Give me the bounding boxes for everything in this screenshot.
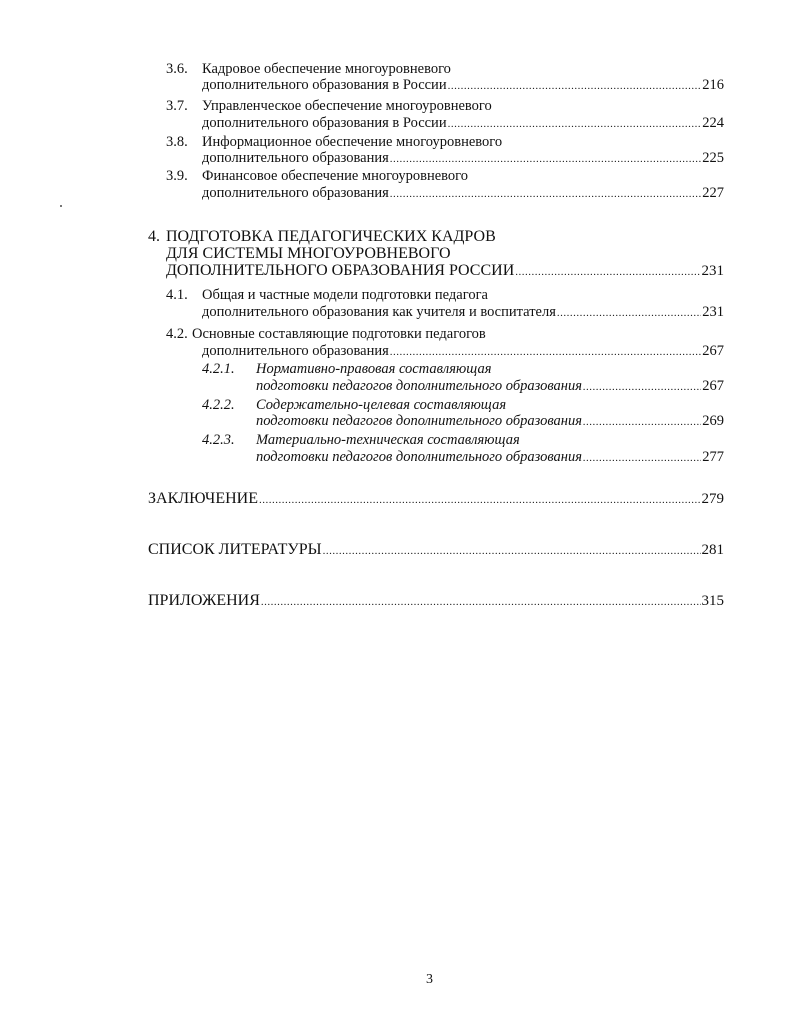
toc-entry-number: 3.7.: [166, 98, 188, 114]
toc-entry-title-cont: подготовки педагогов дополнительного образования: [256, 413, 582, 429]
leader-dots: [259, 491, 701, 509]
toc-chapter-4-line2: [166, 245, 451, 263]
toc-entry-title: Нормативно-правовая составляющая: [256, 361, 492, 377]
toc-page-number: 231: [701, 263, 724, 279]
toc-entry-4-2-1-line2: [256, 377, 724, 395]
toc-chapter-title: ПОДГОТОВКА ПЕДАГОГИЧЕСКИХ КАДРОВ: [166, 228, 496, 245]
toc-entry-4-1-line2: [202, 303, 724, 321]
toc-entry-3-7-line1: [166, 97, 492, 115]
toc-page-number: 216: [702, 77, 724, 93]
toc-entry-4-2-3-line2: [256, 448, 724, 466]
toc-entry-3-9-line1: [166, 167, 468, 185]
toc-entry-title: Основные составляющие подготовки педагогов: [192, 326, 486, 342]
toc-entry-title-cont: подготовки педагогов дополнительного образования: [256, 378, 582, 394]
toc-page-number: 267: [702, 378, 724, 394]
toc-entry-4-2-line2: [202, 342, 724, 360]
toc-entry-number: 3.6.: [166, 61, 188, 77]
toc-page-number: 279: [701, 491, 724, 507]
toc-references: [148, 541, 724, 559]
leader-dots: [390, 150, 701, 168]
toc-entry-title-cont: дополнительного образования как учителя и воспитателя: [202, 304, 556, 320]
toc-entry-title: Информационное обеспечение многоуровневого: [202, 134, 503, 150]
scan-speck: [60, 205, 62, 207]
leader-dots: [515, 263, 700, 281]
toc-entry-4-2-1-line1: [202, 360, 492, 378]
toc-page-number: 269: [702, 413, 724, 429]
toc-entry-3-7-line2: [202, 114, 724, 132]
toc-entry-title-cont: дополнительного образования: [202, 150, 389, 166]
toc-section-title: ЗАКЛЮЧЕНИЕ: [148, 490, 258, 507]
toc-entry-title-cont: дополнительного образования в России: [202, 115, 447, 131]
leader-dots: [583, 413, 701, 431]
toc-entry-3-9-line2: [202, 184, 724, 202]
toc-entry-title: Материально-техническая составляющая: [256, 432, 520, 448]
toc-entry-number: 4.2.: [166, 326, 188, 342]
toc-entry-title: Общая и частные модели подготовки педагога: [202, 287, 488, 303]
footer-page-number: 3: [426, 972, 433, 987]
leader-dots: [390, 343, 701, 361]
leader-dots: [583, 449, 701, 467]
toc-page-number: 225: [702, 150, 724, 166]
leader-dots: [448, 115, 702, 133]
toc-entry-title: Финансовое обеспечение многоуровневого: [202, 168, 468, 184]
toc-entry-number: 4.2.1.: [202, 361, 235, 377]
toc-conclusion: [148, 490, 724, 508]
toc-chapter-4-line3: [166, 262, 724, 280]
leader-dots: [557, 304, 701, 322]
toc-entry-3-6-line2: [202, 76, 724, 94]
leader-dots: [390, 185, 701, 203]
toc-entry-3-8-line2: [202, 149, 724, 167]
leader-dots: [448, 77, 702, 95]
toc-appendices: [148, 592, 724, 610]
toc-chapter-title-cont: ДОПОЛНИТЕЛЬНОГО ОБРАЗОВАНИЯ РОССИИ: [166, 262, 515, 279]
toc-entry-title: Управленческое обеспечение многоуровневого: [202, 98, 492, 114]
toc-entry-4-2-line1: [166, 325, 486, 343]
toc-section-title: СПИСОК ЛИТЕРАТУРЫ: [148, 541, 322, 558]
toc-entry-title: Содержательно-целевая составляющая: [256, 397, 507, 413]
toc-entry-title-cont: дополнительного образования: [202, 343, 389, 359]
toc-chapter-title-cont: ДЛЯ СИСТЕМЫ МНОГОУРОВНЕВОГО: [166, 245, 451, 262]
toc-page-number: 231: [702, 304, 724, 320]
toc-entry-4-2-3-line1: [202, 431, 520, 449]
toc-page-number: 277: [702, 449, 724, 465]
toc-page-number: 267: [702, 343, 724, 359]
toc-entry-title-cont: подготовки педагогов дополнительного образования: [256, 449, 582, 465]
toc-chapter-number: 4.: [148, 228, 160, 245]
toc-page-number: 315: [701, 593, 724, 609]
toc-chapter-4-line1: [148, 228, 496, 246]
toc-entry-number: 3.8.: [166, 134, 188, 150]
toc-entry-number: 3.9.: [166, 168, 188, 184]
toc-entry-number: 4.2.2.: [202, 397, 235, 413]
toc-page-number: 227: [702, 185, 724, 201]
leader-dots: [323, 542, 701, 560]
toc-page-number: 224: [702, 115, 724, 131]
toc-entry-title: Кадровое обеспечение многоуровневого: [202, 61, 451, 77]
toc-entry-title-cont: дополнительного образования в России: [202, 77, 447, 93]
toc-entry-title-cont: дополнительного образования: [202, 185, 389, 201]
leader-dots: [583, 378, 701, 396]
toc-entry-4-1-line1: [166, 286, 488, 304]
leader-dots: [261, 593, 701, 611]
toc-section-title: ПРИЛОЖЕНИЯ: [148, 592, 260, 609]
toc-entry-number: 4.2.3.: [202, 432, 235, 448]
toc-entry-4-2-2-line2: [256, 412, 724, 430]
toc-entry-number: 4.1.: [166, 287, 188, 303]
toc-page-number: 281: [701, 542, 724, 558]
